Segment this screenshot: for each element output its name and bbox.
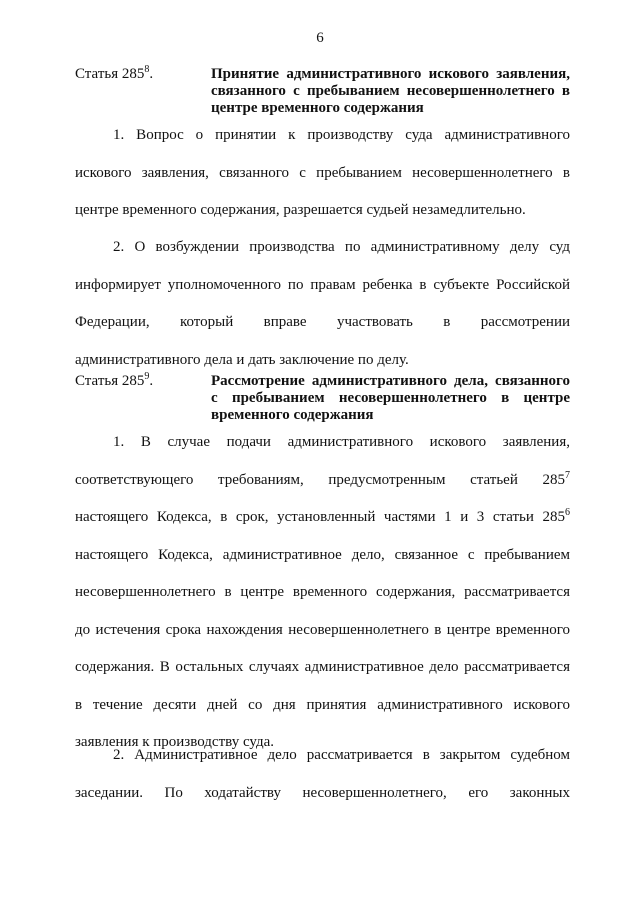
paragraph-line: 2. Административное дело рассматривается в закрытом судебном bbox=[113, 747, 570, 763]
paragraph-line: 1. В случае подачи административного искового заявления, bbox=[113, 434, 570, 450]
article-285-8-label bbox=[75, 66, 211, 117]
reference-superscript: 7 bbox=[565, 469, 570, 481]
paragraph-line-text: настоящего Кодекса, в срок, установленный частями 1 и 3 статьи 285 bbox=[75, 509, 565, 525]
article-285-8-paragraph-1 bbox=[75, 117, 570, 230]
paragraph-line: административного дела и дать заключение по делу. bbox=[75, 351, 409, 368]
article-285-9-heading bbox=[75, 373, 570, 424]
article-285-9-paragraph-2 bbox=[75, 737, 570, 812]
paragraph-line: заседании. По ходатайству несовершеннолетнего, его законных bbox=[75, 784, 570, 801]
article-label-text: Статья 285 bbox=[75, 373, 145, 389]
paragraph-line: настоящего Кодекса, административное дело, связанное с пребыванием bbox=[75, 546, 570, 563]
paragraph-line: до истечения срока нахождения несовершеннолетнего в центре временного bbox=[75, 621, 570, 638]
paragraph-line: центре временного содержания, разрешается судьей незамедлительно. bbox=[75, 202, 526, 218]
paragraph-line: Федерации, который вправе участвовать в рассмотрении bbox=[75, 314, 570, 330]
article-285-8-heading bbox=[75, 66, 570, 117]
article-label-text: Статья 285 bbox=[75, 66, 145, 82]
article-285-9-label bbox=[75, 373, 211, 424]
article-285-9-title: Рассмотрение административного дела, связанного с пребыванием несовершеннолетнего в центре временного содержания bbox=[211, 373, 570, 423]
paragraph-line-text: соответствующего требованиям, предусмотренным статьей 285 bbox=[75, 471, 565, 488]
article-label-dot: . bbox=[149, 66, 154, 82]
paragraph-line: в течение десяти дней со дня принятия административного искового bbox=[75, 696, 570, 713]
article-label-dot: . bbox=[149, 373, 154, 389]
article-number-superscript: 9 bbox=[144, 371, 150, 382]
paragraph-line: содержания. В остальных случаях административное дело рассматривается bbox=[75, 659, 570, 675]
paragraph-line: заявления к производству суда. bbox=[75, 734, 274, 750]
paragraph-line: искового заявления, связанного с пребыванием несовершеннолетнего в bbox=[75, 164, 570, 181]
article-285-9-paragraph-1 bbox=[75, 424, 570, 762]
paragraph-line: несовершеннолетнего в центре временного содержания, рассматривается bbox=[75, 584, 570, 600]
article-285-8-paragraph-2 bbox=[75, 229, 570, 379]
article-number-superscript: 8 bbox=[144, 64, 150, 75]
paragraph-line: 2. О возбуждении производства по административному делу суд bbox=[113, 239, 570, 255]
paragraph-line bbox=[75, 499, 570, 537]
paragraph-line: информирует уполномоченного по правам ребенка в субъекте Российской bbox=[75, 276, 570, 293]
paragraph-line: 1. Вопрос о принятии к производству суда административного bbox=[113, 127, 570, 143]
page-number: 6 bbox=[316, 30, 324, 46]
reference-superscript: 6 bbox=[565, 507, 570, 518]
article-285-8-title: Принятие административного искового заявления, связанного с пребыванием несовершеннолетнего в центре временного содержания bbox=[211, 66, 570, 116]
paragraph-line bbox=[75, 462, 570, 500]
